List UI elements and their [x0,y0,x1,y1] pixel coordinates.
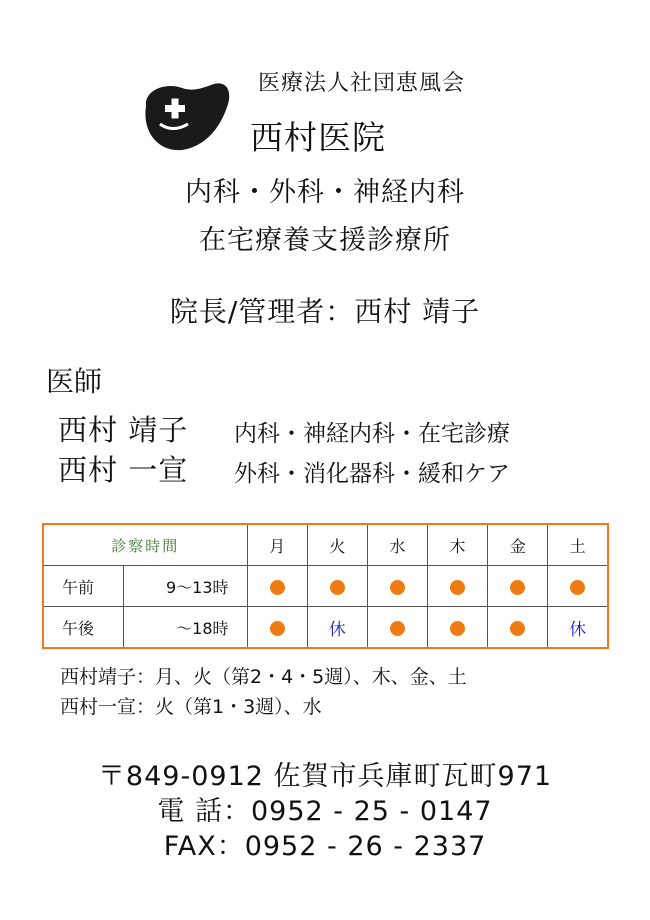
session-time: 9～13時 [123,566,247,607]
closed-label: 休 [328,619,346,640]
status-cell [247,566,307,607]
consultation-hours-table [42,523,609,649]
schedule-note: 西村靖子：月、火（第2・4・5週）、木、金、土 [60,666,467,688]
day-header: 水 [367,524,427,566]
open-dot-icon [270,621,285,636]
doctors-heading: 医師 [46,365,103,398]
open-dot-icon [570,580,585,595]
fax-number: FAX：0952 - 26 - 2337 [163,831,487,862]
status-cell [307,566,367,607]
status-cell [548,607,608,649]
status-cell [367,607,427,649]
doctor-name: 西村 靖子 [58,413,189,447]
open-dot-icon [450,621,465,636]
session-time: ～18時 [123,607,247,649]
postal-address: 〒849-0912 佐賀市兵庫町瓦町971 [97,761,553,792]
day-header: 土 [548,524,608,566]
status-cell [488,607,548,649]
open-dot-icon [330,580,345,595]
day-header: 金 [488,524,548,566]
session-label: 午後 [43,607,123,649]
home-care-designation: 在宅療養支援診療所 [199,225,451,256]
table-row [43,607,608,649]
open-dot-icon [450,580,465,595]
day-header: 火 [307,524,367,566]
status-cell [367,566,427,607]
closed-label: 休 [569,619,587,640]
departments: 内科・外科・神経内科 [185,177,465,208]
doctor-name: 西村 一宣 [58,453,189,487]
open-dot-icon [270,580,285,595]
phone-number: 電 話：0952 - 25 - 0147 [157,796,493,827]
corporation-name: 医療法人社団恵風会 [258,71,466,96]
table-header-row [43,524,608,566]
status-cell [247,607,307,649]
open-dot-icon [510,621,525,636]
table-row [43,566,608,607]
doctor-specialty: 内科・神経内科・在宅診療 [234,421,510,447]
hours-title: 診察時間 [43,524,247,566]
status-cell [488,566,548,607]
status-cell [427,566,487,607]
status-cell [427,607,487,649]
schedule-note: 西村一宣：火（第1・3週）、水 [60,696,322,718]
director-line: 院長/管理者：西村 靖子 [169,295,481,328]
clinic-name: 西村医院 [250,118,386,157]
day-header: 木 [427,524,487,566]
clinic-logo-icon [138,80,232,152]
session-label: 午前 [43,566,123,607]
day-header: 月 [247,524,307,566]
status-cell [307,607,367,649]
open-dot-icon [510,580,525,595]
open-dot-icon [390,580,405,595]
open-dot-icon [390,621,405,636]
status-cell [548,566,608,607]
doctor-specialty: 外科・消化器科・緩和ケア [234,461,510,487]
